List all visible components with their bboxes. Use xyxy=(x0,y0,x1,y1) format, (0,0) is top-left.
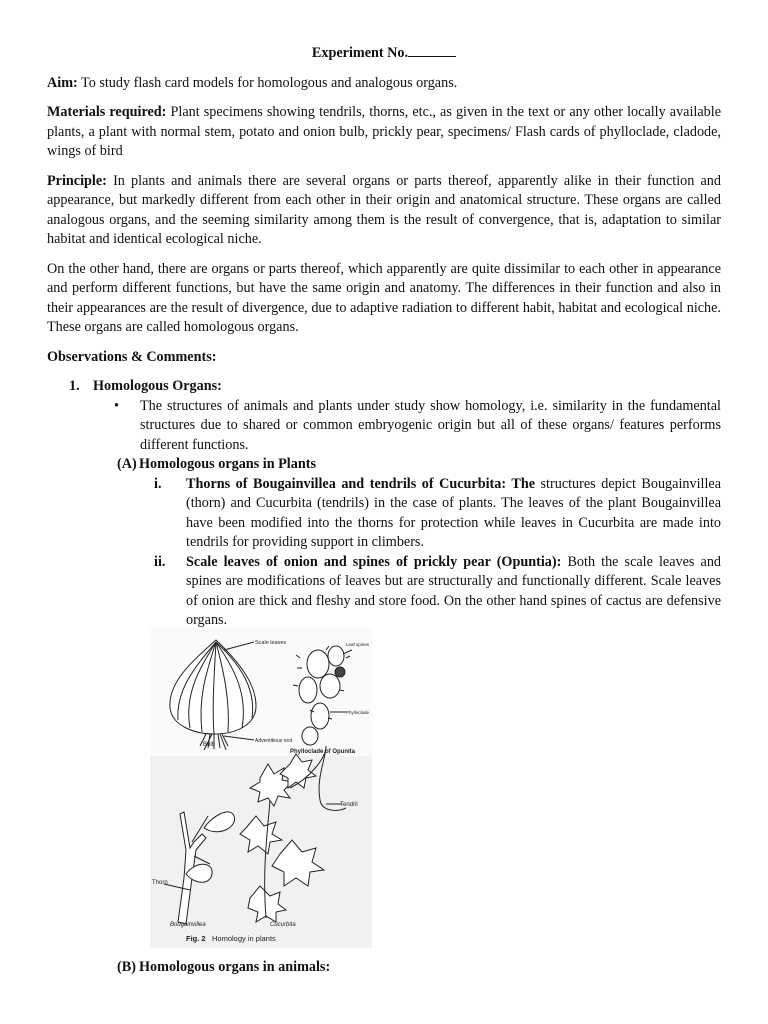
bougainvillea-label: Bougainvillea xyxy=(170,922,206,928)
aim-label: Aim: xyxy=(47,74,78,91)
phylloclade-label: Phylloclade xyxy=(346,710,370,715)
aim-paragraph xyxy=(47,74,721,94)
bulb-label: Bulb xyxy=(203,742,216,748)
experiment-number-blank xyxy=(408,42,456,57)
numeral-ii: ii. xyxy=(154,553,166,570)
subsection-a-label: (A) xyxy=(117,456,137,472)
item-i-body xyxy=(186,475,721,553)
homology-figure-svg xyxy=(150,628,372,948)
bullet-icon: • xyxy=(114,397,119,414)
tendril-label: Tendril xyxy=(340,802,358,808)
item-ii-heading: Scale leaves of onion and spines of prickly pear (Opuntia): xyxy=(186,553,562,570)
title-text: Experiment No. xyxy=(311,45,409,61)
subsection-b-heading: Homologous organs in animals: xyxy=(139,959,331,975)
section-heading: Homologous Organs: xyxy=(93,378,222,394)
section-number: 1. xyxy=(69,378,80,394)
document-page xyxy=(47,42,721,631)
principle-paragraph xyxy=(47,172,721,250)
adventitious-root-label: Adventitious root xyxy=(255,738,293,744)
item-i-text: structures depict Bougainvillea (thorn) and Cucurbita (tendrils) in the case of plants. The leaves of the plant Bougainvillea have been modified into the thorns for protection while leaves in Cucurbita are made into tendrils for providing support in climbers. xyxy=(186,475,721,550)
subsection-b-label: (B) xyxy=(117,959,136,975)
principle-text: In plants and animals there are several organs or parts thereof, apparently alike in their function and appearance, but markedly different from each other in their origin and anatomical structure. These organs are called analogous organs, and the seeming similarity among them is the result of convergence, that is, adaptation to similar habitat and identical ecological niche. xyxy=(47,172,721,247)
homology-figure xyxy=(150,628,372,948)
principle-label: Principle: xyxy=(47,172,107,189)
thorn-label: Thorn xyxy=(152,880,168,886)
second-paragraph: On the other hand, there are organs or parts thereof, which apparently are quite dissimilar to each other in appearance and perform different functions, but have the same origin and anatomy. The differences in their function and also in their appearances are the result of divergence, due to adaptive radiation to different habit, habitat and ecological niche. These organs are called homologous organs. xyxy=(47,260,721,335)
list-item-i xyxy=(154,475,721,553)
experiment-title xyxy=(47,42,721,64)
subsection-b xyxy=(117,958,330,978)
section-homologous-organs xyxy=(69,377,721,397)
item-i-heading: Thorns of Bougainvillea and tendrils of Cucurbita: The xyxy=(186,475,536,492)
materials-label: Materials required: xyxy=(47,104,167,120)
figure-caption: Homology in plants xyxy=(212,934,276,943)
materials-text: Plant specimens showing tendrils, thorns, etc., as given in the text or any other locally available plants, a plant with normal stem, potato and onion bulb, prickly pear, specimens/ Flash cards of phylloclade, cladode, wings of bird xyxy=(47,104,721,159)
aim-text: To study flash card models for homologous and analogous organs. xyxy=(77,74,458,91)
phylloclade-caption: Phylloclade of Opunita xyxy=(290,749,356,755)
leaf-spines-label: Leaf spines xyxy=(346,642,370,647)
figure-number: Fig. 2 xyxy=(186,934,206,943)
bullet-text: The structures of animals and plants under study show homology, i.e. similarity in the fundamental structures due to shared or common embryogenic origin but all of these organs/ features performs different functions. xyxy=(140,397,721,453)
list-item-ii xyxy=(154,553,721,631)
materials-paragraph xyxy=(47,103,721,162)
cucurbita-label: Cucurbita xyxy=(270,922,296,928)
item-ii-text: Both the scale leaves and spines are modifications of leaves but are structurally and functionally different. Scale leaves of onion are thick and fleshy and store food. On the other hand spines of cactus are defensive organs. xyxy=(186,553,722,628)
subsection-a-heading: Homologous organs in Plants xyxy=(139,456,316,472)
scale-leaves-label: Scale leaves xyxy=(255,640,287,646)
numeral-i: i. xyxy=(154,475,162,492)
subsection-a xyxy=(117,455,721,475)
item-ii-body xyxy=(186,553,721,631)
observations-heading-text: Observations & Comments: xyxy=(47,348,217,365)
observations-heading xyxy=(47,348,721,368)
bullet-item xyxy=(114,397,721,456)
